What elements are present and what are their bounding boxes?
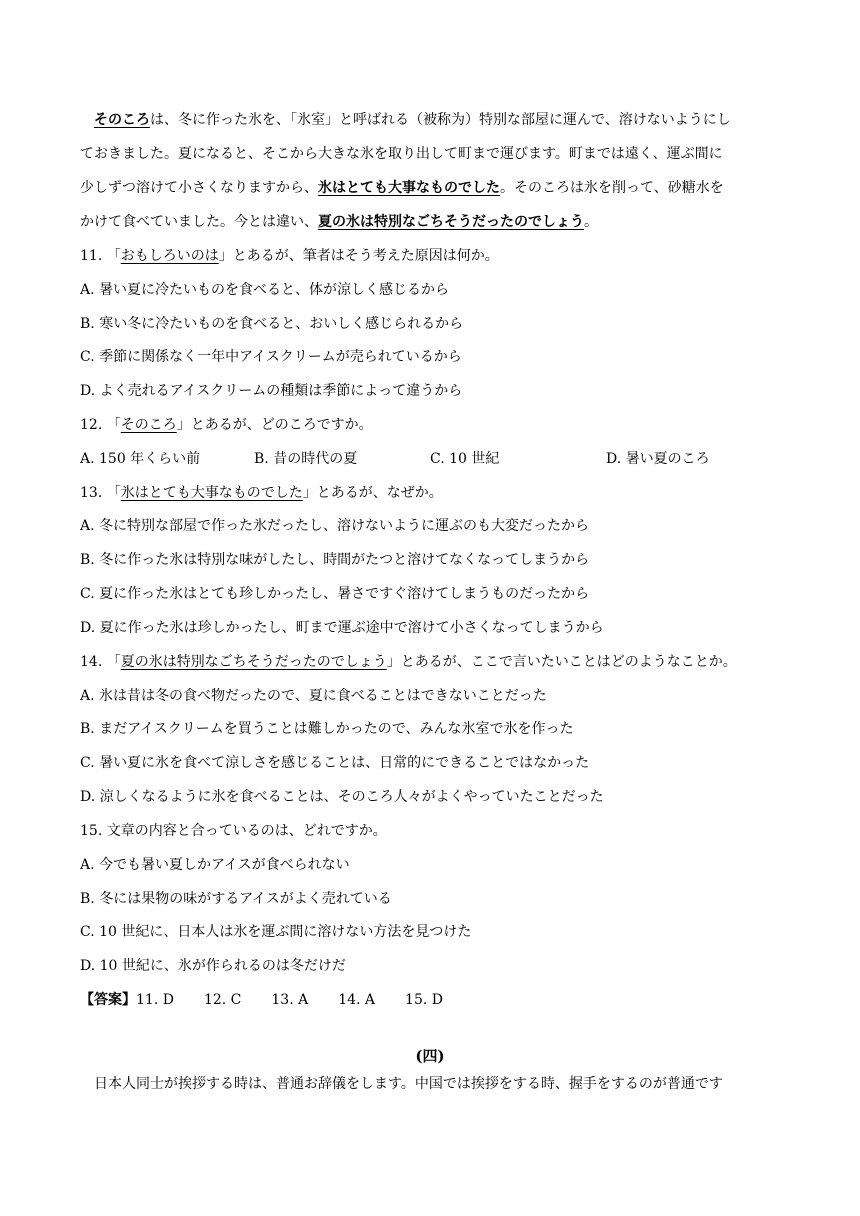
- option-13-b: B. 冬に作った氷は特別な味がしたし、時間がたつと溶けてなくなってしまうから: [80, 552, 590, 568]
- answer-item: 11. D: [136, 992, 174, 1008]
- option-15-a: A. 今でも暑い夏しかアイスが食べられない: [80, 857, 350, 873]
- answer-item: 14. A: [338, 992, 376, 1008]
- option-12-c: C. 10 世紀: [430, 451, 500, 467]
- option-15-c: C. 10 世紀に、日本人は氷を運ぶ間に溶けない方法を見つけた: [80, 924, 472, 940]
- answer-key: [80, 990, 780, 1010]
- question-reference: そのころ: [120, 417, 177, 433]
- option-11-c: C. 季節に関係なく一年中アイスクリームが売られているから: [80, 349, 462, 365]
- option-14-a: A. 氷は昔は冬の食べ物だったので、夏に食べることはできないことだった: [80, 688, 547, 704]
- options-12: [80, 449, 780, 469]
- passage-line-4: かけて食べていました。今とは違い、夏の氷は特別なごちそうだったのでしょう。: [80, 214, 598, 230]
- option-12-b: B. 昔の時代の夏: [254, 451, 358, 467]
- question-reference: 氷はとても大事なものでした: [120, 485, 303, 501]
- answer-item: 13. A: [271, 992, 309, 1008]
- question-reference: おもしろいのは: [120, 248, 219, 264]
- option-11-d: D. よく売れるアイスクリームの種類は季節によって違うから: [80, 383, 463, 399]
- question-reference: 夏の氷は特別なごちそうだったのでしょう: [120, 654, 387, 670]
- option-14-c: C. 暑い夏に氷を食べて涼しさを感じることは、日常的にできることではなかった: [80, 755, 590, 771]
- option-11-a: A. 暑い夏に冷たいものを食べると、体が涼しく感じるから: [80, 282, 450, 298]
- question-12: 12. 「そのころ」とあるが、どのころですか。: [80, 417, 373, 433]
- answer-label: 【答案】: [80, 992, 136, 1008]
- underlined-phrase-kori: 氷はとても大事なものでした: [318, 180, 500, 196]
- option-14-d: D. 涼しくなるように氷を食べることは、そのころ人々がよくやっていたことだった: [80, 789, 604, 805]
- question-11: 11. 「おもしろいのは」とあるが、筆者はそう考えた原因は何か。: [80, 248, 499, 264]
- section-4-first-line: 日本人同士が挨拶する時は、普通お辞儀をします。中国では挨拶をする時、握手をするのが普通です: [94, 1076, 723, 1092]
- passage-line-2: ておきました。夏になると、そこから大きな氷を取り出して町まで運びます。町までは遠く、運ぶ間に: [80, 146, 723, 162]
- answer-item: 15. D: [405, 992, 443, 1008]
- option-15-d: D. 10 世紀に、氷が作られるのは冬だけだ: [80, 958, 346, 974]
- option-14-b: B. まだアイスクリームを買うことは難しかったので、みんな氷室で氷を作った: [80, 721, 574, 737]
- section-title: (四): [415, 1047, 445, 1065]
- option-11-b: B. 寒い冬に冷たいものを食べると、おいしく感じられるから: [80, 316, 464, 332]
- answer-item: 12. C: [203, 992, 242, 1008]
- option-12-a: A. 150 年くらい前: [80, 451, 201, 467]
- passage-line-1: そのころは、冬に作った氷を、「氷室」と呼ばれる（被称为）特別な部屋に運んで、溶けないようにし: [94, 112, 731, 128]
- question-14: 14. 「夏の氷は特別なごちそうだったのでしょう」とあるが、ここで言いたいことはどのようなことか。: [80, 654, 737, 670]
- question-13: 13. 「氷はとても大事なものでした」とあるが、なぜか。: [80, 485, 443, 501]
- underlined-phrase-natsu: 夏の氷は特別なごちそうだったのでしょう: [318, 214, 584, 230]
- underlined-phrase-sonokoro: そのころ: [94, 112, 150, 128]
- option-15-b: B. 冬には果物の味がするアイスがよく売れている: [80, 891, 392, 907]
- option-12-d: D. 暑い夏のころ: [606, 451, 710, 467]
- option-13-a: A. 冬に特別な部屋で作った氷だったし、溶けないように運ぶのも大変だったから: [80, 518, 590, 534]
- question-15: 15. 文章の内容と合っているのは、どれですか。: [80, 823, 387, 839]
- passage-line-3: 少しずつ溶けて小さくなりますから、氷はとても大事なものでした。そのころは氷を削って、砂糖水を: [80, 180, 724, 196]
- option-13-c: C. 夏に作った氷はとても珍しかったし、暑さですぐ溶けてしまうものだったから: [80, 586, 590, 602]
- option-13-d: D. 夏に作った氷は珍しかったし、町まで運ぶ途中で溶けて小さくなってしまうから: [80, 620, 604, 636]
